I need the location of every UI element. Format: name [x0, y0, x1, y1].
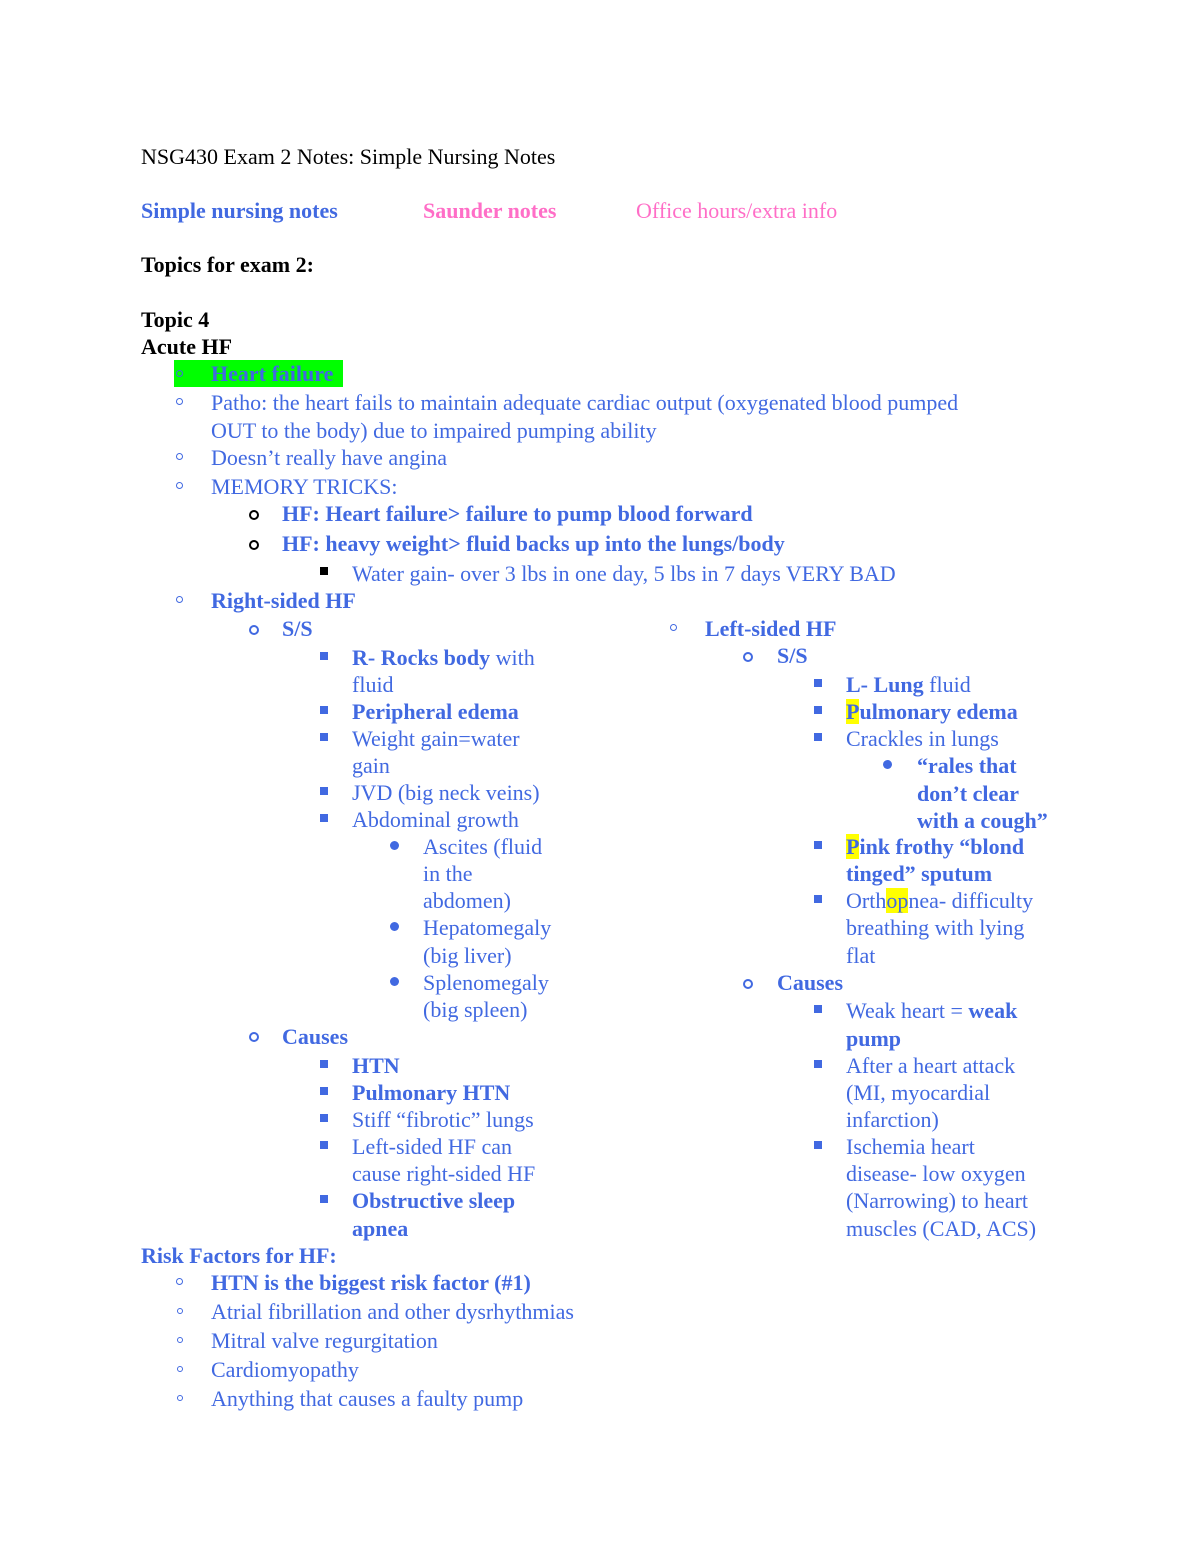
ischemia-line-4: muscles (CAD, ACS): [846, 1216, 1037, 1241]
bullet-icon: [176, 370, 183, 377]
trick-heavy-weight: HF: heavy weight> fluid backs up into the lungs/body: [282, 531, 785, 556]
right-ss: S/S: [282, 616, 313, 641]
bullet-icon: [177, 1337, 183, 1343]
left-cause-line-1: Left-sided HF can: [352, 1134, 513, 1159]
crackles-item: Crackles in lungs: [846, 726, 999, 751]
bullet-icon: [176, 1278, 183, 1285]
ischemia-line-3: (Narrowing) to heart: [846, 1188, 1029, 1213]
water-gain-item: Water gain- over 3 lbs in one day, 5 lbs in 7 days VERY BAD: [352, 561, 896, 586]
bullet-icon: [814, 1141, 822, 1149]
risk-factors-heading: Risk Factors for HF:: [141, 1243, 337, 1268]
bullet-icon: [743, 652, 753, 662]
bullet-icon: [320, 1087, 328, 1095]
right-sided-heading: Right-sided HF: [211, 588, 356, 613]
weak-heart-line-1: [846, 997, 1017, 1024]
orthopnea-part-c: nea- difficulty: [908, 888, 1034, 913]
orthopnea-part-a: Orth: [846, 888, 887, 913]
bullet-icon: [249, 1032, 259, 1042]
bullet-icon: [320, 567, 328, 575]
risk-item: Mitral valve regurgitation: [211, 1328, 438, 1353]
highlight-op: op: [886, 888, 909, 913]
heart-failure-item: Heart failure: [211, 361, 334, 386]
bullet-icon: [320, 1060, 328, 1068]
bullet-icon: [320, 652, 328, 660]
orthopnea-line-3: flat: [846, 943, 876, 968]
bullet-icon: [177, 1308, 183, 1314]
bullet-icon: [814, 1005, 822, 1013]
section-heading: Acute HF: [141, 334, 233, 359]
pink-frothy-rest: ink frothy “blond: [859, 834, 1025, 859]
stiff-lungs-item: Stiff “fibrotic” lungs: [352, 1107, 534, 1132]
highlight-p: P: [846, 834, 860, 859]
pink-frothy-line-2: tinged” sputum: [846, 861, 993, 886]
bullet-icon: [670, 624, 677, 631]
legend-simple-nursing: Simple nursing notes: [141, 198, 338, 223]
weight-gain-line-1: Weight gain=water: [352, 726, 520, 751]
risk-item: Atrial fibrillation and other dysrhythmias: [211, 1299, 574, 1324]
bullet-icon: [390, 977, 399, 986]
lung-fluid-item: [846, 671, 971, 698]
legend-saunder: Saunder notes: [423, 198, 557, 223]
bullet-icon: [883, 760, 892, 769]
left-cause-line-2: cause right-sided HF: [352, 1161, 536, 1186]
bullet-icon: [320, 1114, 328, 1122]
bullet-icon: [814, 706, 822, 714]
osa-line-1: Obstructive sleep: [352, 1188, 516, 1213]
bullet-icon: [320, 787, 328, 795]
bullet-icon: [249, 625, 259, 635]
orthopnea-line-2: breathing with lying: [846, 915, 1025, 940]
splenomegaly-line-1: Splenomegaly: [423, 970, 549, 995]
orthopnea-line-1: [846, 887, 1033, 914]
osa-line-2: apnea: [352, 1216, 409, 1241]
bullet-icon: [390, 922, 399, 931]
splenomegaly-line-2: (big spleen): [423, 997, 528, 1022]
abdominal-growth: Abdominal growth: [352, 807, 519, 832]
lung-fluid-rest: fluid: [923, 672, 971, 697]
rales-line-2: don’t clear: [917, 781, 1020, 806]
bullet-icon: [176, 398, 183, 405]
ascites-line-1: Ascites (fluid: [423, 834, 543, 859]
peripheral-edema: Peripheral edema: [352, 699, 519, 724]
rales-line-1: “rales that: [917, 753, 1017, 778]
pulmonary-htn-item: Pulmonary HTN: [352, 1080, 511, 1105]
ascites-line-2: in the: [423, 861, 473, 886]
ascites-line-3: abdomen): [423, 888, 511, 913]
bullet-icon: [176, 482, 183, 489]
angina-item: Doesn’t really have angina: [211, 445, 448, 470]
hepatomegaly-line-1: Hepatomegaly: [423, 915, 552, 940]
bullet-icon: [320, 1141, 328, 1149]
ischemia-line-1: Ischemia heart: [846, 1134, 975, 1159]
bullet-icon: [249, 510, 259, 520]
risk-item: HTN is the biggest risk factor (#1): [211, 1270, 531, 1295]
legend-office-hours: Office hours/extra info: [636, 198, 838, 223]
lung-fluid-bold: L- Lung: [846, 672, 924, 697]
bullet-icon: [814, 1060, 822, 1068]
bullet-icon: [177, 1395, 183, 1401]
pulmonary-edema-rest: ulmonary edema: [859, 699, 1018, 724]
rales-line-3: with a cough”: [917, 808, 1048, 833]
bullet-icon: [176, 596, 183, 603]
left-ss: S/S: [777, 643, 808, 668]
bullet-icon: [320, 1195, 328, 1203]
bullet-icon: [249, 540, 259, 550]
rocks-body-line-2: fluid: [352, 672, 394, 697]
risk-item: Anything that causes a faulty pump: [211, 1386, 524, 1411]
trick-heart-failure: HF: Heart failure> failure to pump blood forward: [282, 501, 753, 526]
rocks-body-bold: R- Rocks body: [352, 645, 491, 670]
bullet-icon: [743, 979, 753, 989]
left-causes: Causes: [777, 970, 844, 995]
bullet-icon: [814, 841, 822, 849]
topic-heading: Topic 4: [141, 307, 210, 332]
bullet-icon: [320, 814, 328, 822]
bullet-icon: [814, 895, 822, 903]
weak-heart-line-2: pump: [846, 1026, 902, 1051]
after-mi-line-2: (MI, myocardial: [846, 1080, 991, 1105]
left-sided-heading: Left-sided HF: [705, 616, 837, 641]
document-title: NSG430 Exam 2 Notes: Simple Nursing Notes: [141, 144, 556, 169]
highlight-p: P: [846, 699, 860, 724]
right-causes: Causes: [282, 1024, 349, 1049]
weak-heart-text: Weak heart =: [846, 998, 969, 1023]
ischemia-line-2: disease- low oxygen: [846, 1161, 1026, 1186]
rocks-body-rest: with: [490, 645, 535, 670]
bullet-icon: [176, 453, 183, 460]
htn-item: HTN: [352, 1053, 400, 1078]
jvd-item: JVD (big neck veins): [352, 780, 540, 805]
weight-gain-line-2: gain: [352, 753, 390, 778]
bullet-icon: [814, 733, 822, 741]
pulmonary-edema-item: [846, 698, 1018, 725]
after-mi-line-1: After a heart attack: [846, 1053, 1016, 1078]
bullet-icon: [320, 733, 328, 741]
after-mi-line-3: infarction): [846, 1107, 939, 1132]
hepatomegaly-line-2: (big liver): [423, 943, 512, 968]
bullet-icon: [814, 679, 822, 687]
patho-line-1: Patho: the heart fails to maintain adequate cardiac output (oxygenated blood pumped: [211, 390, 959, 415]
topics-heading: Topics for exam 2:: [141, 252, 314, 277]
patho-line-2: OUT to the body) due to impaired pumping ability: [211, 418, 657, 443]
rocks-body-line-1: [352, 644, 535, 671]
weak-bold: weak: [968, 998, 1018, 1023]
bullet-icon: [390, 841, 399, 850]
bullet-icon: [320, 706, 328, 714]
risk-item: Cardiomyopathy: [211, 1357, 359, 1382]
bullet-icon: [177, 1366, 183, 1372]
memory-tricks-item: MEMORY TRICKS:: [211, 474, 398, 499]
pink-frothy-line-1: [846, 833, 1024, 860]
